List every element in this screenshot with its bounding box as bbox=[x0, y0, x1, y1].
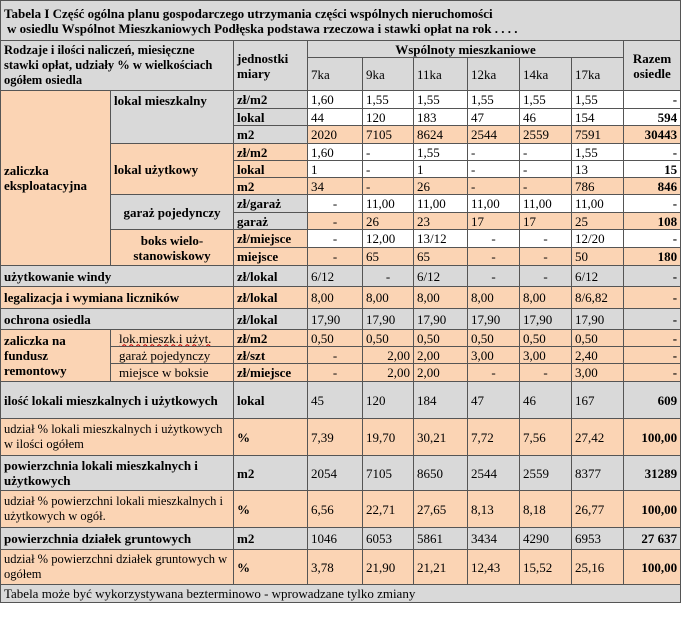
group-fundusz: zaliczka na fundusz remontowy bbox=[1, 330, 111, 382]
value-cell: 34 bbox=[308, 178, 363, 195]
subgroup-boks: boks wielo-stanowiskowy bbox=[111, 230, 234, 266]
row-label: ochrona osiedla bbox=[1, 309, 234, 330]
value-cell: 0,50 bbox=[520, 330, 572, 347]
value-cell: 6053 bbox=[363, 528, 414, 550]
unit-cell: % bbox=[234, 550, 308, 585]
value-cell: - bbox=[520, 230, 572, 248]
value-cell: 8,00 bbox=[468, 287, 520, 309]
value-cell: 1,55 bbox=[572, 91, 624, 109]
col-header: 7ka bbox=[308, 58, 363, 91]
row-label: powierzchnia lokali mieszkalnych i użytkowych bbox=[1, 456, 234, 491]
value-cell: 26 bbox=[363, 213, 414, 230]
value-cell: - bbox=[520, 161, 572, 178]
value-cell: 3434 bbox=[468, 528, 520, 550]
unit-cell: zł/szt bbox=[234, 347, 308, 364]
value-cell: 22,71 bbox=[363, 491, 414, 528]
value-cell: 2559 bbox=[520, 126, 572, 144]
unit-cell: zł/m2 bbox=[234, 144, 308, 161]
value-cell: 25 bbox=[572, 213, 624, 230]
value-cell: 184 bbox=[414, 382, 468, 419]
value-cell: 1,55 bbox=[468, 91, 520, 109]
value-cell: - bbox=[468, 248, 520, 266]
value-cell: 183 bbox=[414, 109, 468, 126]
value-cell: 17,90 bbox=[414, 309, 468, 330]
value-cell: 8,00 bbox=[308, 287, 363, 309]
value-cell: 17,90 bbox=[468, 309, 520, 330]
value-cell: 26,77 bbox=[572, 491, 624, 528]
value-cell: 27,42 bbox=[572, 419, 624, 456]
total-cell: - bbox=[624, 230, 681, 248]
total-cell: 31289 bbox=[624, 456, 681, 491]
value-cell: 1,60 bbox=[308, 144, 363, 161]
total-cell: 100,00 bbox=[624, 550, 681, 585]
value-cell: 6/12 bbox=[572, 266, 624, 287]
value-cell: - bbox=[363, 144, 414, 161]
value-cell: 7,72 bbox=[468, 419, 520, 456]
value-cell: 17,90 bbox=[363, 309, 414, 330]
col-header: 17ka bbox=[572, 58, 624, 91]
total-cell: 180 bbox=[624, 248, 681, 266]
unit-cell: zł/miejsce bbox=[234, 364, 308, 382]
value-cell: 6/12 bbox=[308, 266, 363, 287]
total-cell: 609 bbox=[624, 382, 681, 419]
value-cell: 8650 bbox=[414, 456, 468, 491]
value-cell: 167 bbox=[572, 382, 624, 419]
value-cell: - bbox=[468, 266, 520, 287]
value-cell: 8,18 bbox=[520, 491, 572, 528]
total-cell: 594 bbox=[624, 109, 681, 126]
total-cell: 15 bbox=[624, 161, 681, 178]
total-cell: 100,00 bbox=[624, 491, 681, 528]
value-cell: 786 bbox=[572, 178, 624, 195]
unit-cell: zł/miejsce bbox=[234, 230, 308, 248]
value-cell: - bbox=[468, 178, 520, 195]
row-label: udział % lokali mieszkalnych i użytkowych w ilości ogółem bbox=[1, 419, 234, 456]
unit-cell: m2 bbox=[234, 126, 308, 144]
value-cell: 47 bbox=[468, 109, 520, 126]
value-cell: 2,40 bbox=[572, 347, 624, 364]
value-cell: 8,00 bbox=[414, 287, 468, 309]
value-cell: 44 bbox=[308, 109, 363, 126]
total-cell: - bbox=[624, 91, 681, 109]
value-cell: 13 bbox=[572, 161, 624, 178]
value-cell: 13/12 bbox=[414, 230, 468, 248]
unit-cell: lokal bbox=[234, 382, 308, 419]
subgroup-lokal-uzytkowy: lokal użytkowy bbox=[111, 144, 234, 195]
table-footer-note: Tabela może być wykorzystywana bezterminowo - wprowadzane tylko zmiany bbox=[1, 585, 681, 603]
table-title bbox=[1, 1, 681, 41]
value-cell: - bbox=[520, 178, 572, 195]
total-cell: 27 637 bbox=[624, 528, 681, 550]
value-cell: 2020 bbox=[308, 126, 363, 144]
unit-cell: miejsce bbox=[234, 248, 308, 266]
value-cell: 4290 bbox=[520, 528, 572, 550]
value-cell: 47 bbox=[468, 382, 520, 419]
unit-cell: % bbox=[234, 419, 308, 456]
value-cell: - bbox=[520, 266, 572, 287]
value-cell: 11,00 bbox=[572, 195, 624, 213]
value-cell: 7105 bbox=[363, 126, 414, 144]
row-label: udział % powierzchni lokali mieszkalnych i użytkowych w ogół. bbox=[1, 491, 234, 528]
unit-cell: lokal bbox=[234, 109, 308, 126]
footer-row bbox=[1, 585, 681, 603]
value-cell: 11,00 bbox=[414, 195, 468, 213]
row-label: użytkowanie windy bbox=[1, 266, 234, 287]
value-cell: 21,21 bbox=[414, 550, 468, 585]
total-cell: - bbox=[624, 266, 681, 287]
unit-cell: zł/lokal bbox=[234, 287, 308, 309]
value-cell: 3,00 bbox=[572, 364, 624, 382]
unit-cell: % bbox=[234, 491, 308, 528]
total-cell: - bbox=[624, 347, 681, 364]
value-cell: 1,55 bbox=[414, 144, 468, 161]
header-rodzaje: Rodzaje i ilości naliczeń, miesięczne stawki opłat, udziały % w wielkościach ogółem osiedla bbox=[1, 41, 234, 91]
table-row bbox=[1, 456, 681, 491]
value-cell: 6/12 bbox=[414, 266, 468, 287]
value-cell: 17 bbox=[468, 213, 520, 230]
value-cell: 120 bbox=[363, 382, 414, 419]
unit-cell: m2 bbox=[234, 528, 308, 550]
value-cell: 8377 bbox=[572, 456, 624, 491]
value-cell: 3,78 bbox=[308, 550, 363, 585]
fundusz-label-lokal: lok.mieszk.i użyt. bbox=[119, 330, 212, 346]
row-label: powierzchnia działek gruntowych bbox=[1, 528, 234, 550]
total-cell: 100,00 bbox=[624, 419, 681, 456]
value-cell: 19,70 bbox=[363, 419, 414, 456]
table-row bbox=[1, 266, 681, 287]
value-cell: 8,00 bbox=[363, 287, 414, 309]
value-cell: 7,39 bbox=[308, 419, 363, 456]
total-cell: 30443 bbox=[624, 126, 681, 144]
value-cell: 11,00 bbox=[363, 195, 414, 213]
col-header: 14ka bbox=[520, 58, 572, 91]
value-cell: 17,90 bbox=[308, 309, 363, 330]
value-cell: 1 bbox=[308, 161, 363, 178]
value-cell: 15,52 bbox=[520, 550, 572, 585]
row-label: ilość lokali mieszkalnych i użytkowych bbox=[1, 382, 234, 419]
value-cell: - bbox=[308, 347, 363, 364]
total-cell: - bbox=[624, 364, 681, 382]
value-cell: 26 bbox=[414, 178, 468, 195]
table-row bbox=[1, 491, 681, 528]
value-cell: 8/6,82 bbox=[572, 287, 624, 309]
value-cell: - bbox=[308, 195, 363, 213]
value-cell: 65 bbox=[363, 248, 414, 266]
table-row bbox=[1, 330, 681, 347]
value-cell: 0,50 bbox=[363, 330, 414, 347]
value-cell: - bbox=[468, 161, 520, 178]
value-cell: 11,00 bbox=[520, 195, 572, 213]
value-cell: - bbox=[468, 364, 520, 382]
value-cell: - bbox=[520, 144, 572, 161]
value-cell: 6,56 bbox=[308, 491, 363, 528]
header-jednostki: jednostki miary bbox=[234, 41, 308, 91]
value-cell: 21,90 bbox=[363, 550, 414, 585]
value-cell: 2,00 bbox=[414, 347, 468, 364]
total-cell: 108 bbox=[624, 213, 681, 230]
value-cell: 8624 bbox=[414, 126, 468, 144]
value-cell: - bbox=[363, 161, 414, 178]
value-cell: 7105 bbox=[363, 456, 414, 491]
value-cell: 11,00 bbox=[468, 195, 520, 213]
row-label: miejsce w boksie bbox=[111, 364, 234, 382]
value-cell: - bbox=[308, 230, 363, 248]
value-cell: 2054 bbox=[308, 456, 363, 491]
table-row bbox=[1, 528, 681, 550]
value-cell: 2544 bbox=[468, 456, 520, 491]
value-cell: 12,43 bbox=[468, 550, 520, 585]
value-cell: 46 bbox=[520, 109, 572, 126]
table-row bbox=[1, 382, 681, 419]
value-cell: 2544 bbox=[468, 126, 520, 144]
unit-cell: m2 bbox=[234, 178, 308, 195]
value-cell: 45 bbox=[308, 382, 363, 419]
value-cell: 1,60 bbox=[308, 91, 363, 109]
value-cell: - bbox=[468, 144, 520, 161]
title-row bbox=[1, 1, 681, 41]
group-zaliczka: zaliczka eksploatacyjna bbox=[1, 91, 111, 266]
title-line-2: w osiedlu Wspólnot Mieszkaniowych Podłęska podstawa rzeczowa i stawki opłat na rok . . . . bbox=[7, 20, 518, 36]
row-label bbox=[111, 330, 234, 347]
value-cell: 1,55 bbox=[572, 144, 624, 161]
table-row bbox=[1, 287, 681, 309]
total-cell: - bbox=[624, 195, 681, 213]
value-cell: 2,00 bbox=[414, 364, 468, 382]
total-cell: - bbox=[624, 309, 681, 330]
unit-cell: lokal bbox=[234, 161, 308, 178]
value-cell: 30,21 bbox=[414, 419, 468, 456]
value-cell: 0,50 bbox=[572, 330, 624, 347]
value-cell: 1046 bbox=[308, 528, 363, 550]
subgroup-lokal-mieszkalny: lokal mieszkalny bbox=[111, 91, 234, 144]
value-cell: 6953 bbox=[572, 528, 624, 550]
value-cell: 2559 bbox=[520, 456, 572, 491]
row-label: legalizacja i wymiana liczników bbox=[1, 287, 234, 309]
value-cell: 154 bbox=[572, 109, 624, 126]
value-cell: - bbox=[308, 248, 363, 266]
unit-cell: zł/lokal bbox=[234, 309, 308, 330]
value-cell: - bbox=[363, 178, 414, 195]
table-row bbox=[1, 91, 681, 109]
value-cell: 1,55 bbox=[414, 91, 468, 109]
table-row bbox=[1, 309, 681, 330]
value-cell: 12,00 bbox=[363, 230, 414, 248]
value-cell: - bbox=[308, 364, 363, 382]
value-cell: 7,56 bbox=[520, 419, 572, 456]
col-header: 9ka bbox=[363, 58, 414, 91]
total-cell: - bbox=[624, 144, 681, 161]
value-cell: 1,55 bbox=[363, 91, 414, 109]
value-cell: 0,50 bbox=[308, 330, 363, 347]
value-cell: 46 bbox=[520, 382, 572, 419]
value-cell: - bbox=[308, 213, 363, 230]
value-cell: 8,13 bbox=[468, 491, 520, 528]
value-cell: 2,00 bbox=[363, 347, 414, 364]
total-cell: - bbox=[624, 330, 681, 347]
value-cell: 5861 bbox=[414, 528, 468, 550]
col-header: 12ka bbox=[468, 58, 520, 91]
value-cell: 120 bbox=[363, 109, 414, 126]
value-cell: 17,90 bbox=[572, 309, 624, 330]
value-cell: 17 bbox=[520, 213, 572, 230]
subgroup-garaz: garaż pojedynczy bbox=[111, 195, 234, 230]
header-razem: Razem osiedle bbox=[624, 41, 681, 91]
value-cell: 2,00 bbox=[363, 364, 414, 382]
table-row bbox=[1, 550, 681, 585]
value-cell: - bbox=[520, 364, 572, 382]
value-cell: 17,90 bbox=[520, 309, 572, 330]
value-cell: 1 bbox=[414, 161, 468, 178]
unit-cell: zł/m2 bbox=[234, 91, 308, 109]
col-header: 11ka bbox=[414, 58, 468, 91]
value-cell: 25,16 bbox=[572, 550, 624, 585]
value-cell: - bbox=[363, 266, 414, 287]
total-cell: 846 bbox=[624, 178, 681, 195]
value-cell: 3,00 bbox=[520, 347, 572, 364]
value-cell: 3,00 bbox=[468, 347, 520, 364]
unit-cell: zł/m2 bbox=[234, 330, 308, 347]
header-wspolnoty: Wspólnoty mieszkaniowe bbox=[308, 41, 624, 58]
table-row bbox=[1, 419, 681, 456]
unit-cell: m2 bbox=[234, 456, 308, 491]
value-cell: 7591 bbox=[572, 126, 624, 144]
value-cell: 27,65 bbox=[414, 491, 468, 528]
total-cell: - bbox=[624, 287, 681, 309]
value-cell: 50 bbox=[572, 248, 624, 266]
value-cell: - bbox=[520, 248, 572, 266]
unit-cell: zł/lokal bbox=[234, 266, 308, 287]
row-label: udział % powierzchni działek gruntowych w ogółem bbox=[1, 550, 234, 585]
unit-cell: zł/garaż bbox=[234, 195, 308, 213]
value-cell: 0,50 bbox=[414, 330, 468, 347]
value-cell: 0,50 bbox=[468, 330, 520, 347]
value-cell: 23 bbox=[414, 213, 468, 230]
value-cell: 12/20 bbox=[572, 230, 624, 248]
row-label: garaż pojedynczy bbox=[111, 347, 234, 364]
value-cell: 1,55 bbox=[520, 91, 572, 109]
value-cell: 65 bbox=[414, 248, 468, 266]
value-cell: 8,00 bbox=[520, 287, 572, 309]
title-line-1: Tabela I Część ogólna planu gospodarczego utrzymania części wspólnych nieruchomości bbox=[4, 5, 493, 21]
unit-cell: garaż bbox=[234, 213, 308, 230]
value-cell: - bbox=[468, 230, 520, 248]
header-row-1 bbox=[1, 41, 681, 58]
